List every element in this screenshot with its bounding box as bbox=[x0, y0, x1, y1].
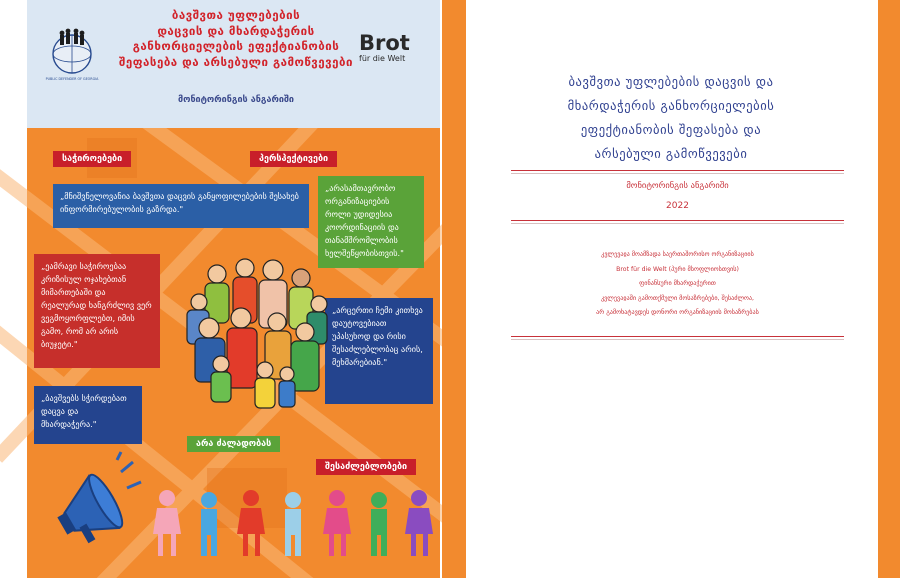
report-title-line: ბავშვთა უფლებების დაცვის და bbox=[568, 74, 774, 89]
divider-line-shadow bbox=[511, 339, 844, 340]
quote-bubble-support bbox=[325, 298, 433, 404]
cover-title-line: განხორციელების ეფექტიანობის bbox=[132, 39, 340, 53]
ribbon-opportunities: შესაძლებლობები bbox=[316, 459, 416, 475]
brot-logo-text: Brot bbox=[359, 31, 410, 55]
ribbon-perspectives: პერსპექტივები bbox=[250, 151, 337, 167]
quote-text: „არასამთავრობო ორგანიზაციების როლი უდიდესია კოორდინაციის და თანამშრომლობის ხელშეწყობისთვის." bbox=[325, 183, 404, 258]
report-title bbox=[526, 70, 816, 166]
ribbon-no-violence: არა ძალადობას bbox=[187, 436, 280, 452]
children-silhouettes bbox=[147, 488, 437, 558]
cover-subtitle: მონიტორინგის ანგარიში bbox=[178, 95, 294, 105]
orange-separator-bar bbox=[442, 0, 466, 578]
megaphone-icon bbox=[51, 458, 143, 554]
ribbon-challenges: საჭიროებები bbox=[53, 151, 131, 167]
quote-bubble-budget bbox=[34, 254, 160, 368]
quote-bubble-awareness bbox=[53, 184, 309, 228]
quote-text: „მნიშვნელოვანია ბავშვთა დაცვის განყოფილებების შესახებ ინფორმირებულობის გაზრდა." bbox=[60, 191, 299, 214]
public-defender-logo-text: PUBLIC DEFENDER OF GEORGIA bbox=[45, 77, 99, 81]
credits-line: კვლევაჲაში გამოთქმული მოსაზრებები, შესაძლოა, bbox=[600, 294, 755, 302]
report-credits bbox=[511, 248, 844, 321]
credits-line: ფინანსური მხარდაჭერით bbox=[639, 280, 716, 287]
report-title-line: ეფექტიანობის შეფასება და bbox=[580, 122, 762, 137]
public-defender-logo bbox=[45, 24, 99, 82]
quote-bubble-protection bbox=[34, 386, 142, 444]
brot-fuer-die-welt-logo bbox=[359, 33, 419, 63]
divider-line-shadow bbox=[511, 173, 844, 174]
quote-text: „ეამრავი საჭიროებაა კრიზისულ ოჯახებთან მიმართებაში და რეალურად ხანგრძლივ ვერ ვეგმოყორფლებთ, იმის გამო, რომ არ არის ბიუჯეტი." bbox=[41, 261, 152, 349]
credits-line: არ გამოხატავდეს დონორი ორგანიზაციის მოსაზრებას bbox=[596, 309, 759, 316]
orange-edge-bar bbox=[878, 0, 900, 578]
brot-logo-word bbox=[359, 33, 419, 53]
cover-header bbox=[27, 0, 440, 128]
divider-line bbox=[511, 170, 844, 171]
credits-line: კვლევაჲა მოამზადა საერთაშორისო ორგანიზაციის bbox=[601, 251, 754, 258]
report-year: 2022 bbox=[666, 201, 689, 211]
report-cover bbox=[27, 0, 440, 578]
credits-line: Brot für die Welt (პური მსოფლიოსთვის) bbox=[616, 265, 739, 273]
cover-title-line: დაცვის და მხარდაჭერის bbox=[157, 23, 315, 38]
cover-title-line: ბავშვთა უფლებების bbox=[171, 8, 301, 22]
title-page bbox=[466, 0, 878, 578]
report-subtitle: მონიტორინგის ანგარიში bbox=[626, 181, 729, 191]
brot-logo-subtext: für die Welt bbox=[359, 54, 406, 63]
quote-text: „არცერთი ჩემი კითხვა დაუტოვებიათ უპასუხოდ და რისი შესაძლებლობაც არის, მეხმარებიან." bbox=[332, 305, 423, 367]
divider-line bbox=[511, 220, 844, 221]
family-illustration bbox=[179, 252, 331, 412]
divider-line bbox=[511, 336, 844, 337]
report-title-line: მხარდაჭერის განხორციელების bbox=[567, 98, 775, 113]
quote-text: „ბავშვებს სჭირდებათ დაცვა და მხარდაჭერა." bbox=[41, 393, 127, 429]
quote-bubble-ngo bbox=[318, 176, 424, 268]
cover-title bbox=[105, 8, 367, 70]
cover-title-line: შეფასება და არსებული გამოწვევები bbox=[119, 54, 353, 69]
report-title-line: არსებული გამოწვევები bbox=[594, 146, 748, 161]
divider-line-shadow bbox=[511, 223, 844, 224]
